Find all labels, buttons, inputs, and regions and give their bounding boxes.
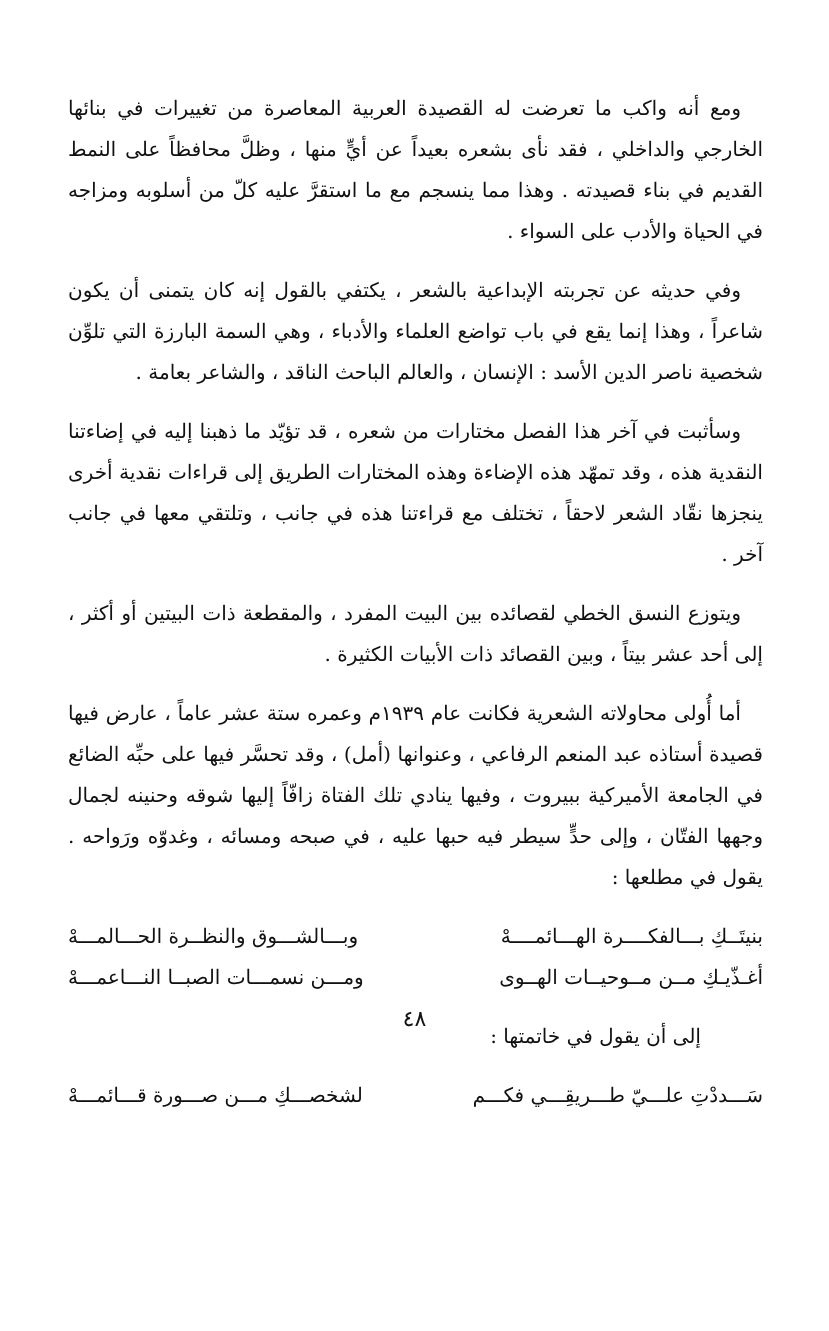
verse-second-hemistich: لشخصـــكِ مـــن صـــورة قـــائمـــهْ xyxy=(68,1083,363,1107)
poem-ending xyxy=(68,1075,763,1116)
verse-first-hemistich: سَـــددْتِ علـــيّ طـــريقِـــي فكـــم xyxy=(472,1083,763,1107)
paragraph-5: أما أُولى محاولاته الشعرية فكانت عام ١٩٣٩م وعمره ستة عشر عاماً ، عارض فيها قصيدة أستاذه عبد المنعم الرفاعي ، وعنوانها (أمل) ، وقد تحسَّر فيها على حبِّه الضائع في الجامعة الأميركية ببيروت ، وفيها ينادي تلك الفتاة زافّاً إليها شوقه وحنينه لجمال وجهها الفتّان ، وإلى حدٍّ سيطر فيه حبها عليه ، في صبحه ومسائه ، وغدوّه ورَواحه . يقول في مطلعها : xyxy=(68,701,763,889)
verse-line xyxy=(68,916,763,957)
verse-second-hemistich: ومـــن نسمـــات الصبــا النـــاعمـــهْ xyxy=(68,965,364,989)
paragraph-1: ومع أنه واكب ما تعرضت له القصيدة العربية المعاصرة من تغييرات في بنائها الخارجي والداخلي ، فقد نأى بشعره بعيداً عن أيٍّ منها ، وظلَّ محافظاً على النمط القديم في بناء قصيدته . وهذا مما ينسجم مع ما استقرَّ عليه كلّ من أسلوبه ومزاجه في الحياة والأدب على السواء . xyxy=(68,96,763,243)
verse-line xyxy=(68,957,763,998)
page-body xyxy=(68,88,763,1134)
verse-first-hemistich: أغـذّيـكِ مــن مــوحيــات الهــوى xyxy=(499,965,763,989)
verse-first-hemistich: بنيتَــكِ بـــالفكــــرة الهـــائمــــهْ xyxy=(500,924,763,948)
verse-line xyxy=(68,1075,763,1116)
poem-opening xyxy=(68,916,763,998)
paragraph-4: ويتوزع النسق الخطي لقصائده بين البيت المفرد ، والمقطعة ذات البيتين أو أكثر ، إلى أحد عشر بيتاً ، وبين القصائد ذات الأبيات الكثيرة . xyxy=(68,601,763,666)
verse-second-hemistich: وبـــالشـــوق والنظــرة الحـــالمـــهْ xyxy=(68,924,359,948)
page-number: ٤٨ xyxy=(402,1007,427,1032)
lead-line: إلى أن يقول في خاتمتها : xyxy=(490,1024,701,1048)
paragraph-2: وفي حديثه عن تجربته الإبداعية بالشعر ، يكتفي بالقول إنه كان يتمنى أن يكون شاعراً ، وهذا إنما يقع في باب تواضع العلماء والأدباء ، وهي السمة البارزة التي تلوِّن شخصية ناصر الدين الأسد : الإنسان ، والعالم الباحث الناقد ، والشاعر بعامة . xyxy=(68,278,763,384)
paragraph-3: وسأثبت في آخر هذا الفصل مختارات من شعره ، قد تؤيّد ما ذهبنا إليه في إضاءتنا النقدية هذه ، وقد تمهّد هذه الإضاءة وهذه المختارات الطريق إلى قراءات نقدية أخرى ينجزها نقّاد الشعر لاحقاً ، تختلف مع قراءتنا هذه في جانب ، وتلتقي معها في جانب آخر . xyxy=(68,419,763,566)
